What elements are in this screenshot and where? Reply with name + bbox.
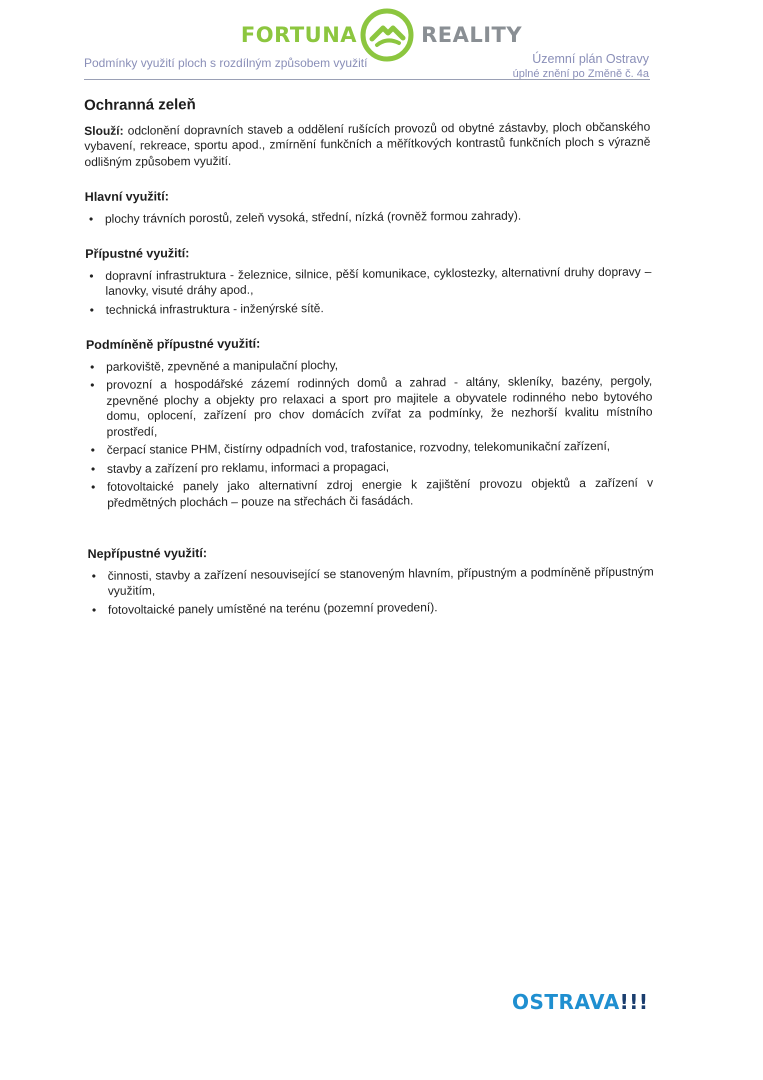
list-item: • čerpací stanice PHM, čistírny odpadních vod, trafostanice, rozvodny, telekomunikační zařízení, — [87, 439, 653, 459]
document-title: Ochranná zeleň — [83, 96, 196, 114]
list-item: • technická infrastruktura - inženýrské sítě. — [86, 298, 652, 318]
section-main-use — [85, 186, 651, 227]
header-right-block — [513, 52, 649, 82]
section-prohibited-use — [88, 543, 655, 618]
list-item: • parkoviště, zpevněné a manipulační plochy, — [86, 355, 652, 375]
list-item: • plochy trávních porostů, zeleň vysoká, střední, nízká (rovněž formou zahrady). — [85, 207, 651, 227]
section-heading: Přípustné využití: — [85, 246, 190, 261]
intro-text: odclonění dopravních staveb a oddělení rušících provozů od obytné zástavby, ploch občanského vybavení, rekreace, sportu apod., zmírnění funkčních a měřítkových kontrastů funkčních ploch s výrazně odlišným způsobem využití. — [84, 119, 651, 169]
header-right-line1: Územní plán Ostravy — [532, 52, 649, 66]
section-permitted-use — [85, 243, 652, 318]
logo-right-word: REALITY — [421, 23, 523, 47]
list-item: • provozní a hospodářské zázemí rodinných domů a zahrad - altány, skleníky, bazény, pergoly, zpevněné plochy a objekty pro relaxaci a sport pro majitele a obyvatele rodinného nebo bytového domu, oplocení, zařízení pro chov domácích zvířat za podmínky, že nezhorší kvalitu místního prostředí, — [86, 374, 652, 440]
bullet-list — [85, 207, 651, 227]
logo-left-word: FORTUNA — [240, 23, 358, 47]
list-item: • fotovoltaické panely umístěné na terénu (pozemní provedení). — [88, 598, 654, 618]
document-body — [84, 94, 654, 621]
bullet-list — [88, 564, 654, 618]
bullet-list — [86, 355, 653, 511]
ostrava-logo-text: OSTRAVA — [512, 990, 620, 1014]
list-item: • stavby a zařízení pro reklamu, informaci a propagaci, — [87, 457, 653, 477]
intro-label: Slouží: — [84, 123, 124, 138]
header-divider — [84, 79, 650, 80]
bullet-list — [85, 264, 651, 318]
ostrava-logo — [512, 990, 649, 1014]
header-left-title: Podmínky využití ploch s rozdílným způsobem využití — [84, 56, 368, 70]
list-item: • činnosti, stavby a zařízení nesouvisející se stanoveným hlavním, přípustným a podmíněně přípustným využitím, — [88, 564, 654, 599]
intro-paragraph — [84, 119, 650, 170]
header-right-line2: úplné znění po Změně č. 4a — [512, 68, 649, 80]
list-item: • dopravní infrastruktura - železnice, silnice, pěší komunikace, cyklostezky, alternativní druhy dopravy – lanovky, visuté dráhy apod., — [85, 264, 651, 299]
section-heading: Nepřípustné využití: — [87, 546, 208, 561]
house-emblem-icon — [359, 7, 415, 63]
ostrava-logo-bangs: !!! — [619, 990, 649, 1014]
list-item: • fotovoltaické panely jako alternativní zdroj energie k zajištění provozu objektů a zařízení v předmětných plochách – pouze na střechách či fasádách. — [87, 476, 653, 511]
section-conditional-use — [86, 334, 653, 511]
section-heading: Podmíněně přípustné využití: — [85, 336, 261, 352]
section-heading: Hlavní využití: — [84, 189, 169, 204]
